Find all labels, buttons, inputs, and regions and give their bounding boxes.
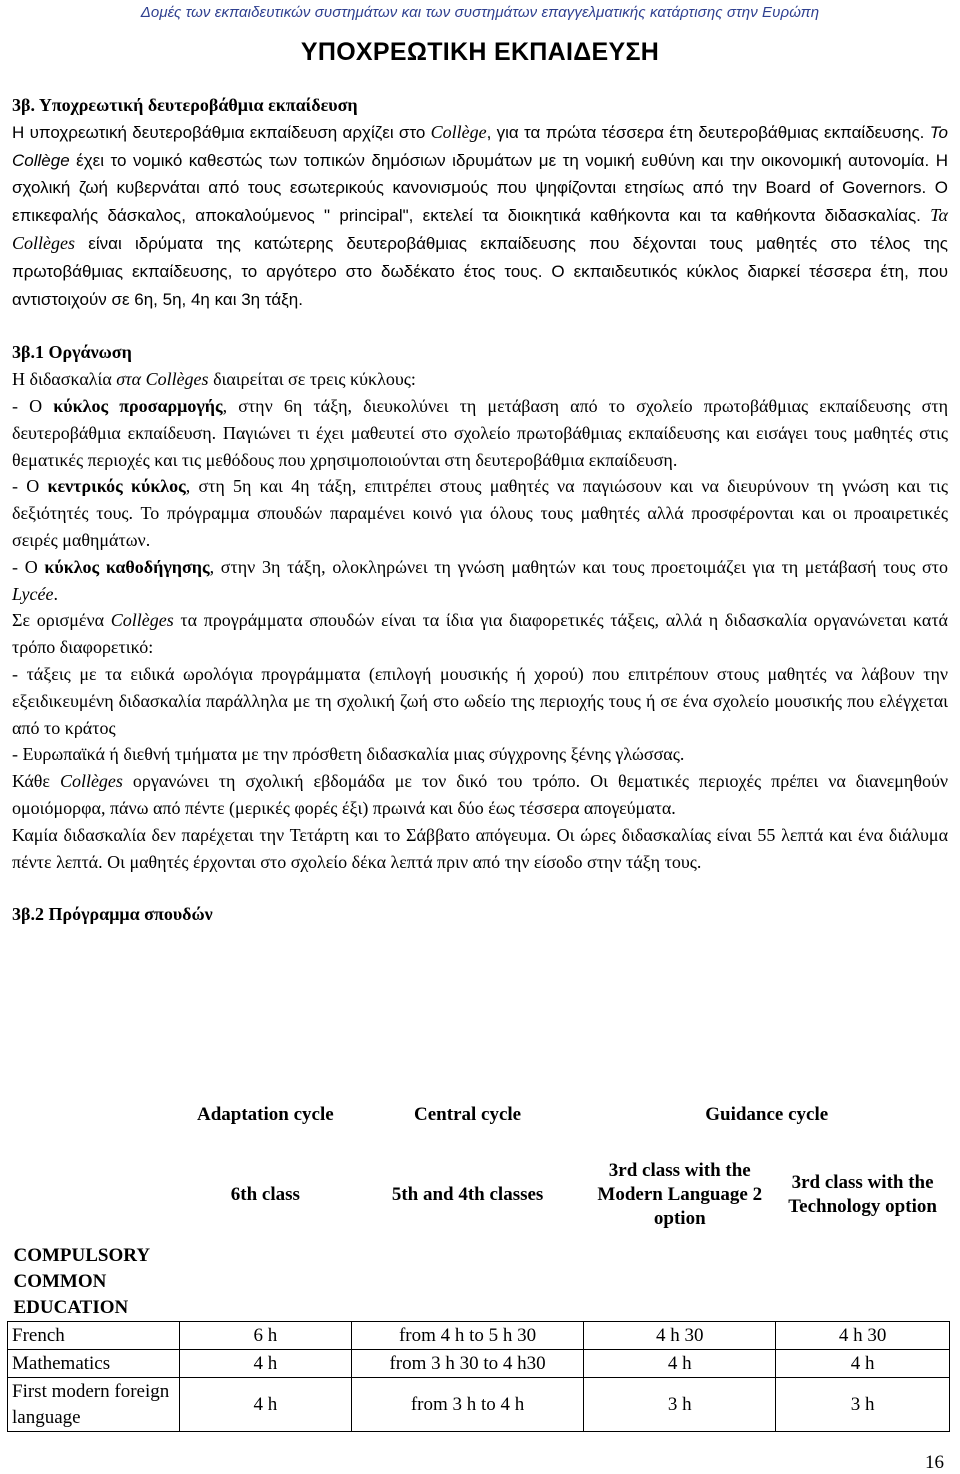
school-week-paragraph: Κάθε Collèges οργανώνει τη σχολική εβδομάδα με τον δικό του τρόπο. Οι θεματικές περιοχές πρέπει να διανεμηθούν ομοιόμορφα, πάνω από πέντε (μερικές φορές έξι) πρωινά και δύο έως τέσσερα απογεύματα. — [12, 771, 948, 818]
adaptation-cycle-paragraph: - Ο κύκλος προσαρμογής, στην 6η τάξη, διευκολύνει τη μετάβαση από το σχολείο πρωτοβάθμιας εκπαίδευσης στη δευτεροβάθμια εκπαίδευση. Παγιώνει τι έχει μαθευτεί στο σχολείο πρωτοβάθμιας εκπαίδευσης και εισάγει τους μαθητές στις θεματικές περιοχές και τις μεθόδους που χρησιμοποιούνται στη δευτεροβάθμια εκπαίδευση. — [12, 395, 948, 470]
european-sections-bullet: - Ευρωπαϊκά ή διεθνή τμήματα με την πρόσθετη διδασκαλία μιας σύγχρονης ξένης γλώσσας. — [12, 744, 685, 765]
adaptation-class-header: 6th class — [230, 1184, 300, 1205]
organisation-heading: 3β.1 Οργάνωση — [12, 342, 132, 363]
blank-class-cell — [8, 1147, 180, 1243]
guidance-language-class-header: 3rd class with the Modern Language 2 option — [597, 1160, 763, 1229]
hours-3rd-technology-cell: 4 h — [776, 1350, 950, 1378]
hours-6th-cell: 6 h — [179, 1322, 351, 1350]
hours-5th-4th-cell: from 4 h to 5 h 30 — [351, 1322, 584, 1350]
page-number: 16 — [925, 1452, 944, 1473]
common-education-row — [8, 1243, 950, 1322]
cycle-header-row — [8, 1083, 950, 1147]
hours-3rd-technology-cell: 3 h — [776, 1378, 950, 1432]
central-class-header: 5th and 4th classes — [391, 1184, 544, 1205]
document-body — [12, 92, 948, 928]
hours-5th-4th-cell: from 3 h 30 to 4 h30 — [351, 1350, 584, 1378]
hours-5th-4th-cell: from 3 h to 4 h — [351, 1378, 584, 1432]
programme-heading: 3β.2 Πρόγραμμα σπουδών — [12, 904, 213, 925]
subject-cell: First modern foreign language — [8, 1378, 180, 1432]
central-cycle-paragraph: - Ο κεντρικός κύκλος, στη 5η και 4η τάξη, επιτρέπει στους μαθητές να παγιώσουν και να διευρύνουν τη γνώση και τις δεξιότητές τους. Το πρόγραμμα σπουδών παραμένει κοινό για όλους τους μαθητές αλλά προσφέρονται και οι προαιρετικές σειρές μαθημάτων. — [12, 476, 948, 550]
guidance-cycle-paragraph: - Ο κύκλος καθοδήγησης, στην 3η τάξη, ολοκληρώνει τη γνώση μαθητών και τους προετοιμάζει για τη μετάβασή τους στο Lycée. — [12, 556, 948, 604]
blank-corner-cell — [8, 1083, 180, 1147]
teaching-hours-paragraph: Καμία διδασκαλία δεν παρέχεται την Τετάρτη και το Σάββατο απόγευμα. Οι ώρες διδασκαλίας είναι 55 λεπτά και ένα διάλυμα πέντε λεπτά. Οι μαθητές έρχονται στο σχολείο δέκα λεπτά πριν από την είσοδο στην τάξη τους. — [12, 824, 948, 872]
music-classes-bullet: - τάξεις με τα ειδικά ωρολόγια προγράμματα (επιλογή μουσικής ή χορού) που επιτρέπουν στους μαθητές να λάβουν την εξειδικευμένη διδασκαλία παράλληλα με τη σχολική ζωή στο ωδείο της περιοχής τους ή σε ένα σχολείο μουσικής που ελέγχεται από το κράτος — [12, 663, 948, 738]
colleges-variation-paragraph: Σε ορισμένα Collèges τα προγράμματα σπουδών είναι τα ίδια για διαφορετικές τάξεις, αλλά η διδασκαλία οργανώνεται κατά τρόπο διαφορετικό: — [12, 610, 948, 658]
table-row — [8, 1350, 950, 1378]
table-row — [8, 1378, 950, 1432]
hours-3rd-language-cell: 3 h — [584, 1378, 776, 1432]
hours-6th-cell: 4 h — [179, 1378, 351, 1432]
hours-3rd-language-cell: 4 h 30 — [584, 1322, 776, 1350]
subject-cell: French — [8, 1322, 180, 1350]
guidance-technology-class-header: 3rd class with the Technology option — [788, 1172, 937, 1217]
hours-3rd-technology-cell: 4 h 30 — [776, 1322, 950, 1350]
hours-3rd-language-cell: 4 h — [584, 1350, 776, 1378]
section-heading: 3β. Υποχρεωτική δευτεροβάθμια εκπαίδευση — [12, 95, 358, 115]
subject-cell: Mathematics — [8, 1350, 180, 1378]
curriculum-table — [7, 1083, 950, 1432]
section-intro-paragraph: Η υποχρεωτική δευτεροβάθμια εκπαίδευση αρχίζει στο Collège, για τα πρώτα τέσσερα έτη δευτεροβάθμιας εκπαίδευσης. Το Collège έχει το νομικό καθεστώς των τοπικών δημόσιων ιδρυμάτων με τη νομική ευθύνη και την οικονομική αυτονομία. Η σχολική ζωή κυβερνάται από τους εσωτερικούς κανονισμούς που ψηφίζονται ετησίως από την Board of Governors. Ο επικεφαλής δάσκαλος, αποκαλούμενος " principal", εκτελεί τα διοικητικά καθήκοντα και τα καθήκοντα διδασκαλίας. Τα Collèges είναι ιδρύματα της κατώτερης δευτεροβάθμιας εκπαίδευσης που δέχονται τους μαθητές στο τέλος της πρωτοβάθμιας εκπαίδευσης, το αργότερο στο δωδέκατο έτος τους. Ο εκπαιδευτικός κύκλος διαρκεί τέσσερα έτη, που αντιστοιχούν σε 6η, 5η, 4η και 3η τάξη. — [12, 121, 948, 309]
central-cycle-header: Central cycle — [414, 1104, 522, 1125]
document-title: ΥΠΟΧΡΕΩΤΙΚΗ ΕΚΠΑΙΔΕΥΣΗ — [300, 38, 660, 66]
hours-6th-cell: 4 h — [179, 1350, 351, 1378]
organisation-intro: Η διδασκαλία στα Collèges διαιρείται σε τρεις κύκλους: — [12, 369, 416, 390]
adaptation-cycle-header: Adaptation cycle — [197, 1104, 334, 1125]
table-row — [8, 1322, 950, 1350]
running-header: Δομές των εκπαιδευτικών συστημάτων και των συστημάτων επαγγελματικής κατάρτισης στην Ευρώπη — [140, 4, 820, 21]
common-education-label: COMPULSORY COMMON EDUCATION — [13, 1245, 150, 1318]
class-header-row — [8, 1147, 950, 1243]
guidance-cycle-header: Guidance cycle — [705, 1104, 829, 1125]
